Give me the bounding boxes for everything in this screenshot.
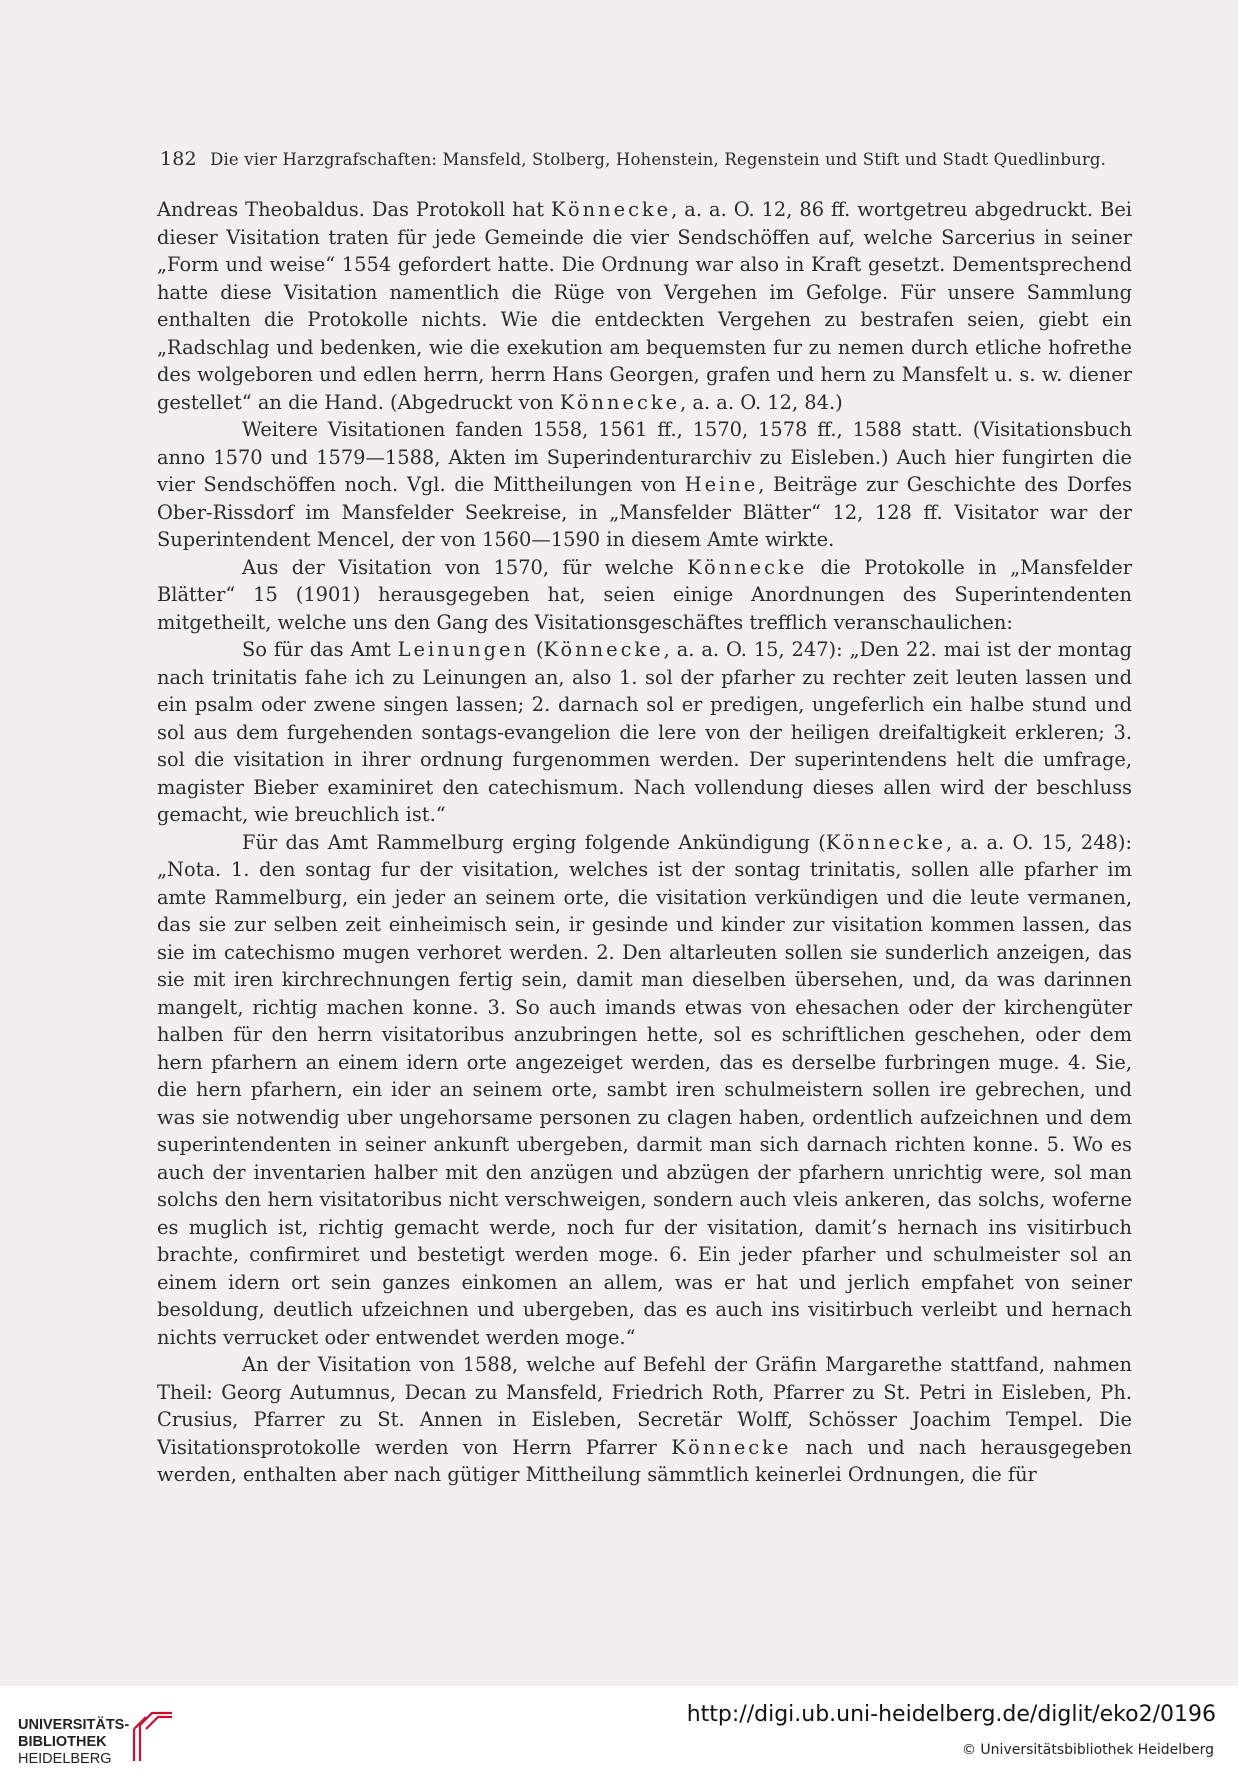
- footer-bar: [0, 1686, 1238, 1775]
- library-emblem-icon: [126, 1707, 176, 1763]
- paragraph-5: Für das Amt Rammelburg erging folgende Ankündigung (Könnecke, a. a. O. 15, 248): „Nota. 1. den sontag fur der visitation, welches ist der sontag trinitatis, sollen alle pfarher im amte Rammelburg, ein jeder an seinem orte, die visitation verkündigen und die leute vermanen, das sie zur selben zeit einheimisch sein, ir gesinde und kinder zur visitation kommen lassen, das sie im catechismo mugen verhoret werden. 2. Den altarleuten sollen sie sunderlich anzeigen, das sie mit iren kirchrechnungen fertig sein, damit man dieselben übersehen, und, da was darinnen mangelt, richtig machen konne. 3. So auch imands etwas von ehesachen oder der kirchengüter halben für den herrn visitatoribus anzubringen hette, sol es schriftlichen geschehen, oder dem hern pfarhern an einem idern orte angezeiget werden, das es derselbe furbringen muge. 4. Sie, die hern pfarhern, ein ider an seinem orte, sambt iren schulmeistern sollen ire gebrechen, und was sie notwendig uber ungehorsame personen zu clagen haben, ordentlich aufzeichnen und dem superintendenten in seiner ankunft ubergeben, darmit man sich darnach richten konne. 5. Wo es auch der inventarien halber mit den anzügen und abzügen der pfarhern unrichtig were, sol man solchs den hern visitatoribus nicht verschweigen, sondern auch vleis ankeren, das solchs, woferne es muglich ist, richtig gemacht werde, noch fur der visitation, damit’s hernach ins visitirbuch brachte, confirmiret und bestetigt werden moge. 6. Ein jeder pfarher und schulmeister sol an einem idern ort sein ganzes einkomen an allem, was er hat und jerlich empfahet von seiner besoldung, deutlich ufzeichnen und ubergeben, das es auch ins visitirbuch verleibt und hernach nichts verrucket oder entwendet werden moge.“: [157, 830, 1132, 1349]
- paragraph-2: Weitere Visitationen fanden 1558, 1561 ff., 1570, 1578 ff., 1588 statt. (Visitationsbuch anno 1570 und 1579—1588, Akten im Superindenturarchiv zu Eisleben.) Auch hier fungirten die vier Sendschöffen noch. Vgl. die Mittheilungen von Heine, Beiträge zur Geschichte des Dorfes Ober-Rissdorf im Mansfelder Seekreise, in „Mansfelder Blätter“ 12, 128 ff. Visitator war der Superintendent Mencel, der von 1560—1590 in diesem Amte wirkte.: [157, 418, 1132, 551]
- paragraph-4: So für das Amt Leinungen (Könnecke, a. a. O. 15, 247): „Den 22. mai ist der montag nach trinitatis fahe ich zu Leinungen an, also 1. sol der pfarher zu rechter zeit leuten lassen und ein psalm oder zwene singen lassen; 2. darnach sol er predigen, ungeferlich ein halbe stund und sol aus dem furgehenden sontags-evangelion die lere von der heiligen dreifaltigkeit erkleren; 3. sol die visitation in ihrer ordnung furgenommen werden. Der superintendens helt die umfrage, magister Bieber examiniret den catechismum. Nach vollendung dieses allen wird der beschluss gemacht, wie breuchlich ist.“: [157, 638, 1133, 826]
- page-number: 182: [160, 148, 197, 170]
- paragraph-1: Andreas Theobaldus. Das Protokoll hat Könnecke, a. a. O. 12, 86 ff. wortgetreu abgedruckt. Bei dieser Visitation traten für jede Gemeinde die vier Sendschöffen auf, welche Sarcerius in seiner „Form und weise“ 1554 gefordert hatte. Die Ordnung war also in Kraft gesetzt. Dementsprechend hatte diese Visitation namentlich die Rüge von Vergehen im Gefolge. Für unsere Sammlung enthalten die Protokolle nichts. Wie die entdeckten Vergehen zu bestrafen seien, giebt ein „Radschlag und bedenken, wie die exekution am bequemsten fur zu nemen durch etliche hofrethe des wolgeboren und edlen herrn, herrn Hans Georgen, grafen und hern zu Mansfelt u. s. w. diener gestellet“ an die Hand. (Abgedruckt von Könnecke, a. a. O. 12, 84.): [157, 198, 1132, 414]
- copyright-notice: © Universitätsbibliothek Heidelberg: [961, 1742, 1214, 1758]
- running-head: [160, 148, 1110, 170]
- paragraph-3: Aus der Visitation von 1570, für welche Könnecke die Protokolle in „Mansfelder Blätter“ 15 (1901) herausgegeben hat, seien einige Anordnungen des Superintendenten mitgetheilt, welche uns den Gang des Visitationsgeschäftes trefflich veranschaulichen:: [157, 555, 1132, 634]
- logo-line-3: HEIDELBERG: [18, 1751, 112, 1767]
- body-text: [157, 196, 1132, 1489]
- permalink-url[interactable]: http://digi.ub.uni-heidelberg.de/diglit/eko2/0196: [686, 1702, 1216, 1727]
- running-title: Die vier Harzgrafschaften: Mansfeld, Stolberg, Hohenstein, Regenstein und Stift und Stadt Quedlinburg.: [210, 150, 1106, 169]
- logo-line-2: BIBLIOTHEK: [18, 1734, 107, 1750]
- library-logo[interactable]: [18, 1705, 178, 1765]
- logo-line-1: UNIVERSITÄTS-: [18, 1717, 130, 1733]
- paragraph-6: An der Visitation von 1588, welche auf Befehl der Gräfin Margarethe stattfand, nahmen Theil: Georg Autumnus, Decan zu Mansfeld, Friedrich Roth, Pfarrer zu St. Petri in Eisleben, Ph. Crusius, Pfarrer zu St. Annen in Eisleben, Secretär Wolff, Schösser Joachim Tempel. Die Visitationsprotokolle werden von Herrn Pfarrer Könnecke nach und nach herausgegeben werden, enthalten aber nach gütiger Mittheilung sämmtlich keinerlei Ordnungen, die für: [157, 1353, 1132, 1486]
